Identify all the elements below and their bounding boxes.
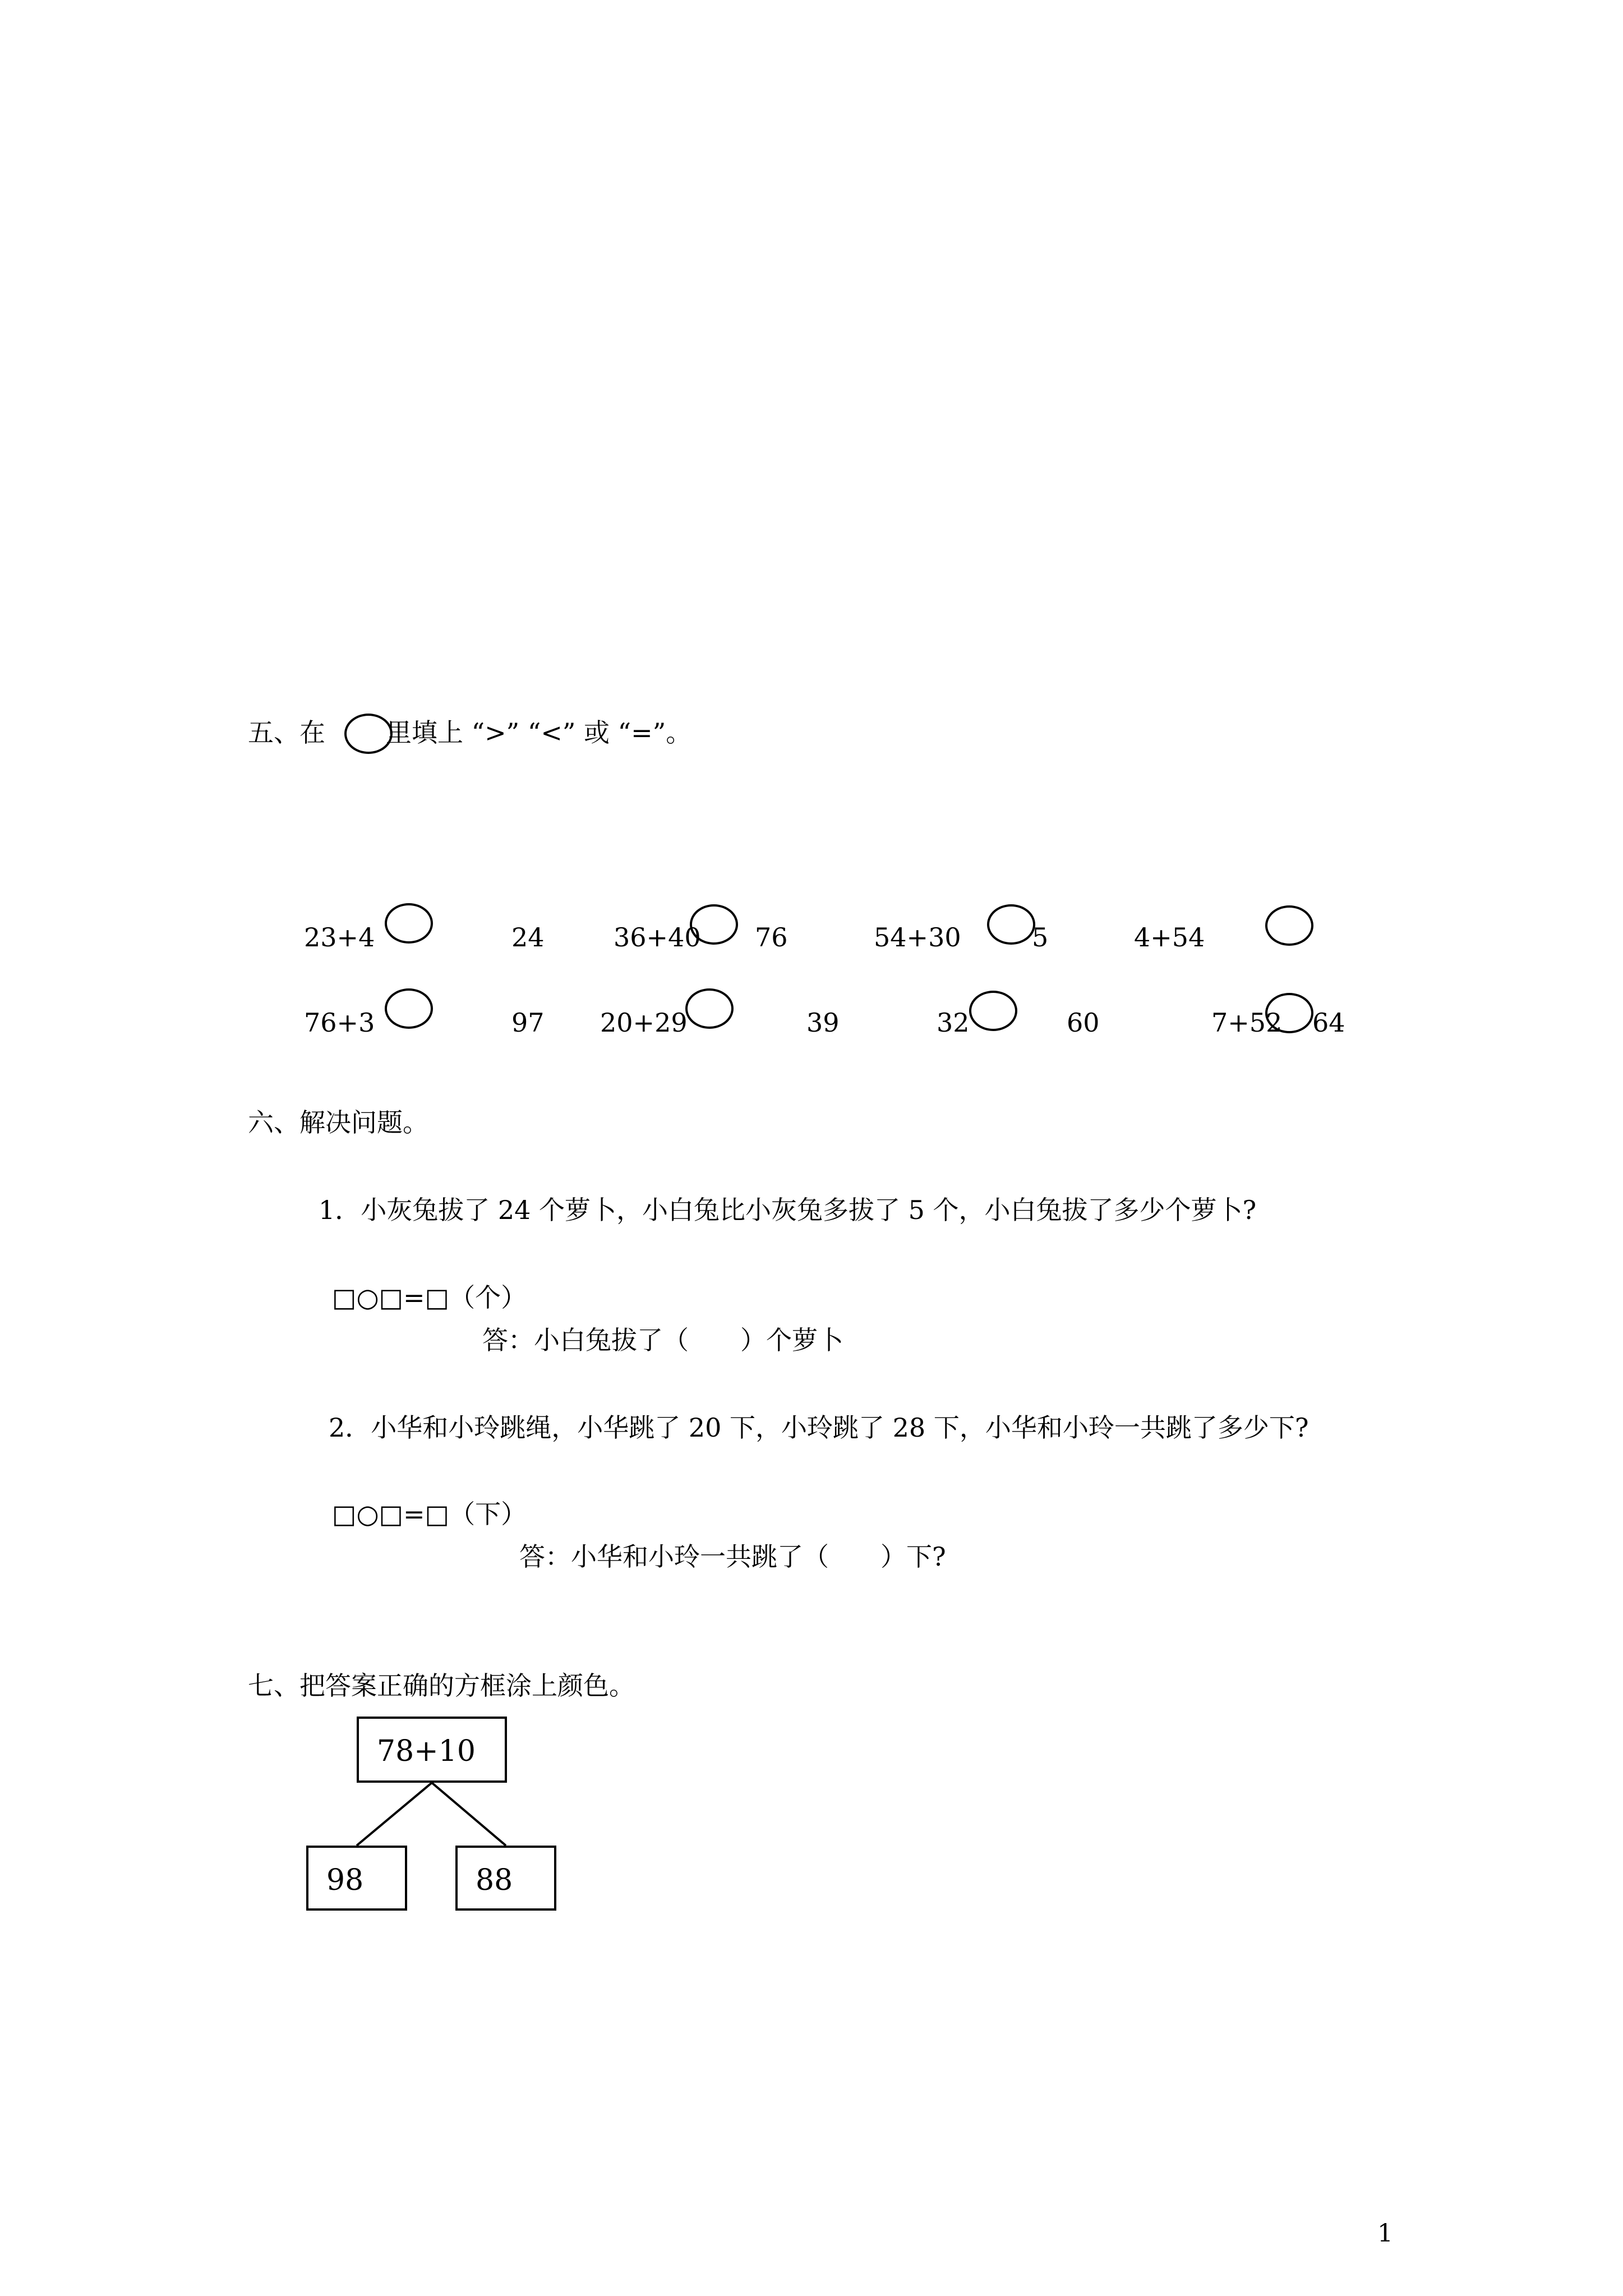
left-box[interactable] bbox=[306, 1846, 407, 1911]
row2-circle-2[interactable] bbox=[685, 988, 734, 1029]
row2-item-6: 60 bbox=[1067, 1007, 1100, 1038]
left-box-label: 98 bbox=[326, 1864, 364, 1897]
top-box[interactable] bbox=[357, 1717, 507, 1783]
row1-item-2: 24 bbox=[511, 922, 545, 953]
row2-circle-1[interactable] bbox=[385, 988, 433, 1029]
row1-circle-2[interactable] bbox=[690, 904, 738, 945]
row2-item-4: 39 bbox=[806, 1007, 840, 1038]
row1-item-6: 5 bbox=[1032, 922, 1049, 953]
q1-formula: □○□=□（个） bbox=[332, 1282, 527, 1313]
section6-title: 六、解决问题。 bbox=[248, 1107, 428, 1138]
row2-item-8: 64 bbox=[1312, 1007, 1345, 1038]
q1-question: 1．小灰兔拔了 24 个萝卜，小白兔比小灰兔多拔了 5 个，小白兔拔了多少个萝卜? bbox=[319, 1195, 1257, 1225]
row1-item-3: 36+40 bbox=[614, 922, 701, 953]
row2-item-2: 97 bbox=[511, 1007, 545, 1038]
section7-title: 七、把答案正确的方框涂上颜色。 bbox=[248, 1671, 635, 1701]
connector-left bbox=[357, 1783, 432, 1846]
section5-prefix: 五、在 bbox=[248, 717, 325, 748]
q2-question: 2．小华和小玲跳绳，小华跳了 20 下，小玲跳了 28 下，小华和小玲一共跳了多少下? bbox=[329, 1412, 1309, 1443]
row1-circle-4[interactable] bbox=[1265, 905, 1313, 946]
row2-item-5: 32 bbox=[937, 1007, 970, 1038]
right-box[interactable] bbox=[455, 1846, 556, 1911]
page-number: 1 bbox=[1377, 2219, 1393, 2248]
row1-item-1: 23+4 bbox=[304, 922, 375, 953]
row2-circle-3[interactable] bbox=[969, 991, 1017, 1031]
row1-item-4: 76 bbox=[755, 922, 788, 953]
q1-answer: 答：小白兔拔了（ ）个萝卜 bbox=[482, 1325, 843, 1355]
q2-answer: 答：小华和小玲一共跳了（ ）下? bbox=[519, 1542, 946, 1572]
section5-suffix: 里填上 “>” “<” 或 “=”。 bbox=[386, 717, 692, 748]
row2-item-7: 7+52 bbox=[1211, 1007, 1283, 1038]
row2-item-3: 20+29 bbox=[600, 1007, 688, 1038]
right-box-label: 88 bbox=[476, 1864, 513, 1897]
row2-item-1: 76+3 bbox=[304, 1007, 375, 1038]
row1-circle-1[interactable] bbox=[385, 903, 433, 944]
connector-right bbox=[432, 1783, 506, 1846]
q2-formula: □○□=□（下） bbox=[332, 1499, 527, 1529]
row2-circle-4[interactable] bbox=[1265, 993, 1313, 1033]
row1-circle-3[interactable] bbox=[987, 904, 1035, 945]
row1-item-5: 54+30 bbox=[874, 922, 961, 953]
top-box-label: 78+10 bbox=[377, 1734, 476, 1768]
row1-item-7: 4+54 bbox=[1134, 922, 1205, 953]
